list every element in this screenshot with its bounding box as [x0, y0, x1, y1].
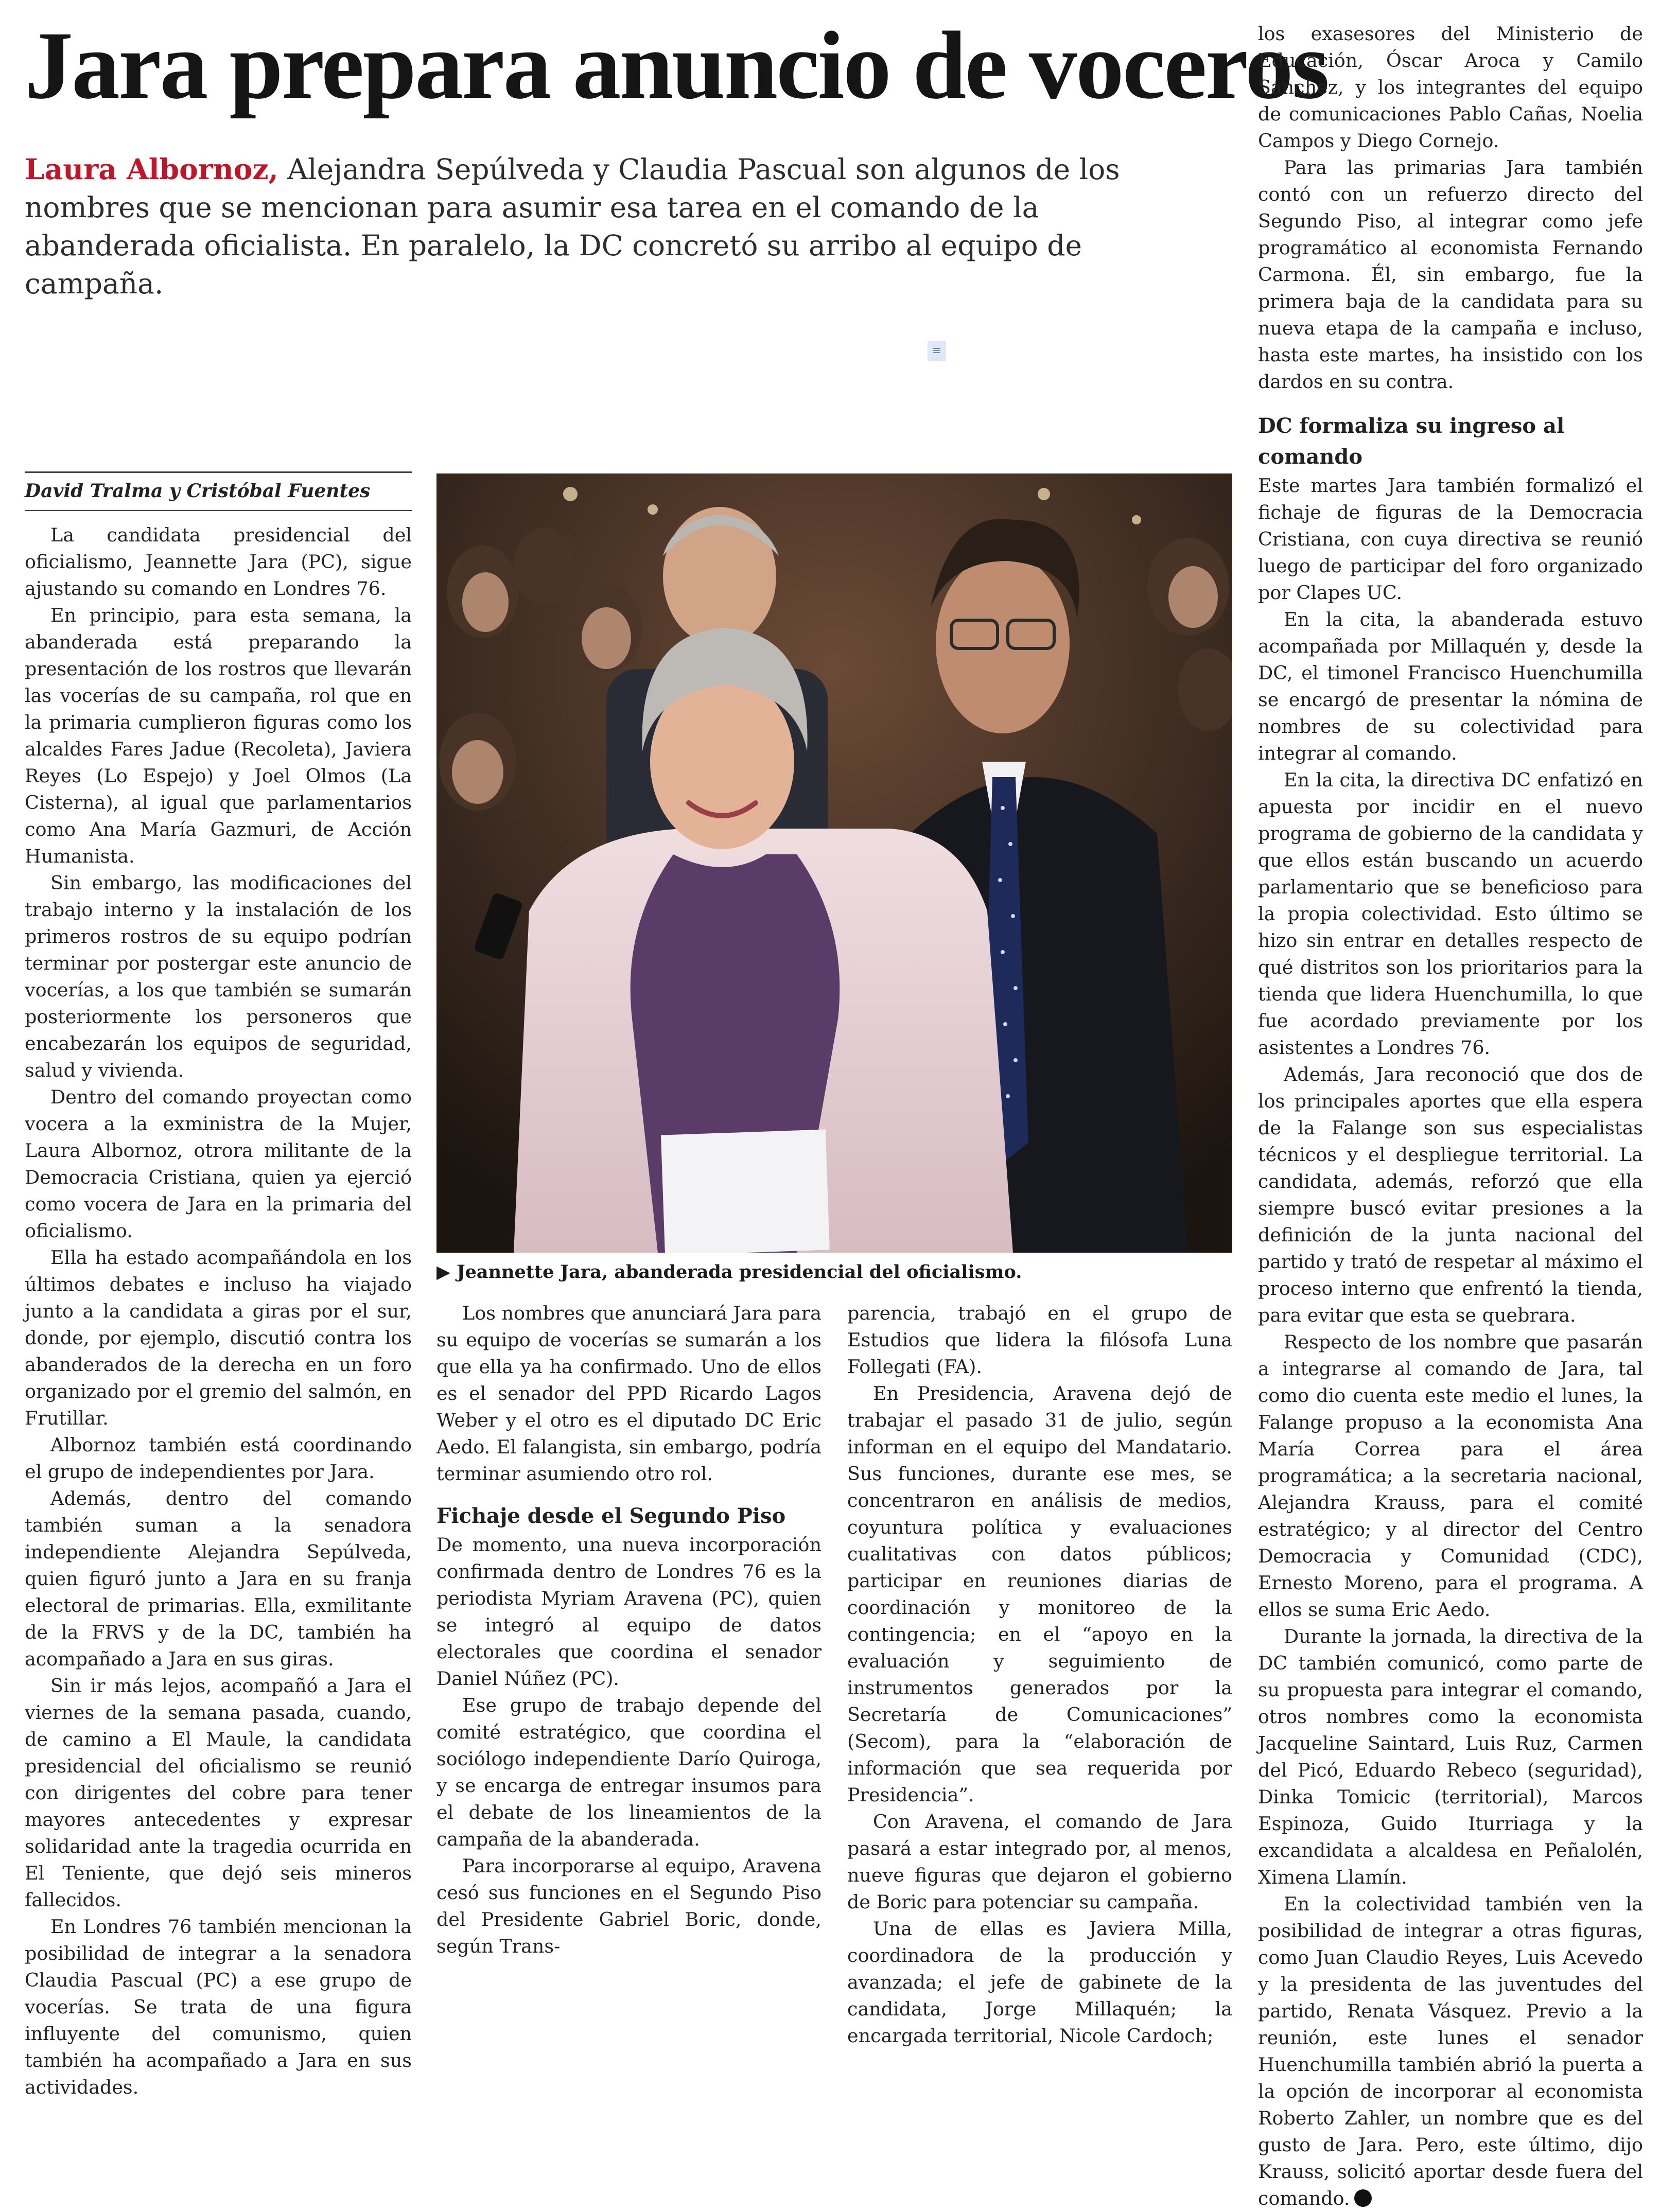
- paragraph: parencia, trabajó en el grupo de Estudios que lidera la filósofa Luna Follegati (FA).: [847, 1302, 1232, 1378]
- deck-lead-name: Laura Albornoz,: [25, 152, 278, 186]
- paragraph: Sin embargo, las modificaciones del trabajo interno y la instalación de los primeros rostros de su equipo podrían terminar por postergar este anuncio de vocerías, a los que también se sumarán posteriormente los personeros que encabezarán los equipos de seguridad, salud y vivienda.: [25, 872, 412, 1081]
- paragraph: Para las primarias Jara también contó con un refuerzo directo del Segundo Piso, al integrar como jefe programático al economista Fernando Carmona. Él, sin embargo, fue la primera baja de la candidata para su nueva etapa de la campaña e incluso, hasta este martes, ha insistido con los dardos en su contra.: [1258, 156, 1643, 393]
- paragraph: Además, Jara reconoció que dos de los principales aportes que ella espera de la Falange son sus especialistas técnicos y el despliegue territorial. La candidata, además, reforzó que ella siempre buscó evitar presiones a la definición de la junta nacional del partido y trató de respetar al máximo el proceso interno que enfrentó la tienda, para evitar que esta se quebrara.: [1258, 1063, 1643, 1326]
- paragraph: De momento, una nueva incorporación confirmada dentro de Londres 76 es la periodista Myriam Aravena (PC), quien se integró al equipo de datos electorales que coordina el senador Daniel Núñez (PC).: [436, 1534, 821, 1690]
- column-3: [847, 1300, 1232, 2049]
- paragraph: Para incorporarse al equipo, Aravena cesó sus funciones en el Segundo Piso del Presidente Gabriel Boric, donde, según Trans-: [436, 1855, 821, 1957]
- deck: [25, 150, 1137, 303]
- note-marker-icon[interactable]: ≡: [928, 341, 946, 361]
- paragraph: En Presidencia, Aravena dejó de trabajar el pasado 31 de julio, según informan en el equipo del Mandatario. Sus funciones, durante ese mes, se concentraron en análisis de medios, coyuntura política y evaluaciones cualitativas con datos públicos; participar en reuniones diarias de coordinación y monitoreo de la contingencia; en el “apoyo en la evaluación y seguimiento de instrumentos generados por la Secretaría de Comunicaciones” (Secom), para la “elaboración de información que sea requerida por Presidencia”.: [847, 1382, 1232, 1806]
- byline: David Tralma y Cristóbal Fuentes: [25, 471, 412, 511]
- column-1: [25, 522, 412, 2101]
- paragraph: La candidata presidencial del oficialismo, Jeannette Jara (PC), sigue ajustando su comando en Londres 76.: [25, 524, 412, 600]
- paragraph: los exasesores del Ministerio de Educación, Óscar Aroca y Camilo Sánchez, y los integrantes del equipo de comunicaciones Pablo Cañas, Noelia Campos y Diego Cornejo.: [1258, 23, 1643, 152]
- paragraph: En la cita, la abanderada estuvo acompañada por Millaquén y, desde la DC, el timonel Francisco Huenchumilla se encargó de presentar la nómina de nombres de su colectividad para integrar al comando.: [1258, 608, 1643, 764]
- paragraph: En principio, para esta semana, la abanderada está preparando la presentación de los rostros que llevarán las vocerías de su campaña, rol que en la primaria cumplieron figuras como los alcaldes Fares Jadue (Recoleta), Javiera Reyes (Lo Espejo) y Joel Olmos (La Cisterna), al igual que parlamentarios como Ana María Gazmuri, de Acción Humanista.: [25, 604, 412, 867]
- subheading: DC formaliza su ingreso al comando: [1258, 414, 1565, 469]
- paragraph: Ese grupo de trabajo depende del comité estratégico, que coordina el sociólogo independiente Darío Quiroga, y se encarga de entregar insumos para el debate de los lineamientos de la campaña de la abanderada.: [436, 1694, 821, 1850]
- column-2: [436, 1300, 821, 1960]
- photo-illustration: [436, 473, 1232, 1253]
- column-4: [1258, 21, 1643, 2212]
- paragraph: Dentro del comando proyectan como vocera a la exministra de la Mujer, Laura Albornoz, otrora militante de la Democracia Cristiana, quien ya ejerció como vocera de Jara en la primaria del oficialismo.: [25, 1086, 412, 1242]
- paragraph: Durante la jornada, la directiva de la DC también comunicó, como parte de su propuesta para integrar el comando, otros nombres como la economista Jacqueline Saintard, Luis Ruz, Carmen del Picó, Eduardo Rebeco (seguridad), Dinka Tomicic (territorial), Marcos Espinoza, Guido Iturriaga y la excandidata a alcaldesa en Peñalolén, Ximena Llamín.: [1258, 1625, 1643, 1888]
- paragraph: Una de ellas es Javiera Milla, coordinadora de la producción y avanzada; el jefe de gabinete de la candidata, Jorge Millaquén; la encargada territorial, Nicole Cardoch;: [847, 1918, 1232, 2047]
- news-photo: [436, 473, 1232, 1253]
- paragraph: Los nombres que anunciará Jara para su equipo de vocerías se sumarán a los que ella ya ha confirmado. Uno de ellos es el senador del PPD Ricardo Lagos Weber y el otro es el diputado DC Eric Aedo. El falangista, sin embargo, podría terminar asumiendo otro rol.: [436, 1302, 821, 1485]
- end-mark-icon: [1354, 2189, 1372, 2207]
- paragraph: Albornoz también está coordinando el grupo de independientes por Jara.: [25, 1434, 412, 1483]
- photo-caption: ▶ Jeannette Jara, abanderada presidencial del oficialismo.: [436, 1261, 1022, 1283]
- paragraph: Ella ha estado acompañándola en los últimos debates e incluso ha viajado junto a la candidata a giras por el sur, donde, por ejemplo, discutió contra los abanderados de la derecha en un foro organizado por el gremio del salmón, en Frutillar.: [25, 1247, 412, 1429]
- paragraph-final: [1258, 1891, 1643, 2212]
- paragraph: Este martes Jara también formalizó el fichaje de figuras de la Democracia Cristiana, con cuya directiva se reunió luego de participar del foro organizado por Clapes UC.: [1258, 475, 1643, 604]
- subheading: Fichaje desde el Segundo Piso: [436, 1504, 786, 1528]
- paragraph: En la cita, la directiva DC enfatizó en apuesta por incidir en el nuevo programa de gobierno de la candidata y que ellos están buscando un acuerdo parlamentario que se beneficioso para la propia colectividad. Esto último se hizo sin entrar en detalles respecto de qué distritos son los prioritarios para la tienda que lidera Huenchumilla, lo que fue acordado previamente por los asistentes a Londres 76.: [1258, 769, 1643, 1059]
- paragraph: Respecto de los nombre que pasarán a integrarse al comando de Jara, tal como dio cuenta este medio el lunes, la Falange propuso a la economista Ana María Correa para el área programática; a la secretaria nacional, Alejandra Krauss, para el comité estratégico; y al director del Centro Democracia y Comunidad (CDC), Ernesto Moreno, para el programa. A ellos se suma Eric Aedo.: [1258, 1331, 1643, 1621]
- deck-text: Alejandra Sepúlveda y Claudia Pascual son algunos de los nombres que se mencionan para asumir esa tarea en el comando de la abanderada oficialista. En paralelo, la DC concretó su arribo al equipo de campaña.: [25, 153, 1120, 300]
- paragraph: Además, dentro del comando también suman a la senadora independiente Alejandra Sepúlveda, quien figuró junto a Jara en su franja electoral de primarias. Ella, exmilitante de la FRVS y de la DC, también ha acompañado a Jara en sus giras.: [25, 1487, 412, 1670]
- paragraph: En Londres 76 también mencionan la posibilidad de integrar a la senadora Claudia Pascual (PC) a ese grupo de vocerías. Se trata de una figura influyente del comunismo, quien también ha acompañado a Jara en sus actividades.: [25, 1916, 412, 2098]
- paragraph: Sin ir más lejos, acompañó a Jara el viernes de la semana pasada, cuando, de camino a El Maule, la candidata presidencial del oficialismo se reunió con dirigentes del cobre para tener mayores antecedentes y expresar solidaridad ante la tragedia ocurrida en El Teniente, que dejó seis mineros fallecidos.: [25, 1675, 412, 1911]
- paragraph: Con Aravena, el comando de Jara pasará a estar integrado por, al menos, nueve figuras que dejaron el gobierno de Boric para potenciar su campaña.: [847, 1811, 1232, 1913]
- final-text: En la colectividad también ven la posibilidad de integrar a otras figuras, como Juan Claudio Reyes, Luis Acevedo y la presidenta de las juventudes del partido, Renata Vásquez. Previo a la reunión, este lunes el senador Huenchumilla también abrió la puerta a la opción de incorporar al economista Roberto Zahler, un nombre que es del gusto de Jara. Pero, este último, dijo Krauss, solicitó aportar desde fuera del comando.: [1258, 1893, 1643, 2209]
- headline: Jara prepara anuncio de voceros: [25, 11, 1328, 119]
